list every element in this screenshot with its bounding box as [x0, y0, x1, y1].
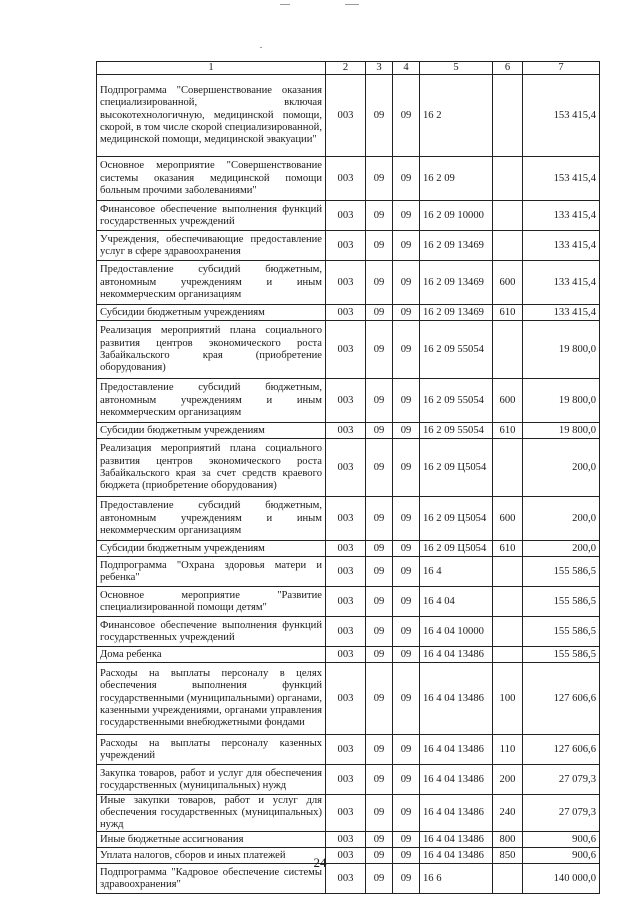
- cell-c4: 09: [393, 735, 420, 765]
- cell-c4: 09: [393, 423, 420, 439]
- cell-name: Финансовое обеспечение выполнения функций государственных учреждений: [97, 617, 326, 647]
- cell-c4: 09: [393, 201, 420, 231]
- cell-c3: 09: [366, 832, 393, 848]
- cell-c5: 16 2 09 13469: [420, 305, 493, 321]
- cell-c2: 003: [326, 305, 366, 321]
- cell-c4: 09: [393, 497, 420, 541]
- cell-c2: 003: [326, 557, 366, 587]
- cell-name: Подпрограмма "Кадровое обеспечение системы здравоохранения": [97, 864, 326, 894]
- cell-c7: 140 000,0: [523, 864, 600, 894]
- cell-c2: 003: [326, 261, 366, 305]
- cell-c4: 09: [393, 379, 420, 423]
- cell-name: Основное мероприятие "Совершенствование системы оказания медицинской помощи больным прочими заболеваниями": [97, 157, 326, 201]
- cell-c5: 16 6: [420, 864, 493, 894]
- cell-c2: 003: [326, 423, 366, 439]
- column-header: 3: [366, 62, 393, 75]
- cell-c4: 09: [393, 765, 420, 795]
- table-row: [97, 157, 600, 201]
- cell-c5: 16 2 09 13469: [420, 231, 493, 261]
- cell-c3: 09: [366, 735, 393, 765]
- table-row: [97, 75, 600, 157]
- cell-c5: 16 2 09 13469: [420, 261, 493, 305]
- table-row: [97, 795, 600, 832]
- table-row: [97, 557, 600, 587]
- cell-c2: 003: [326, 617, 366, 647]
- cell-name: Дома ребенка: [97, 647, 326, 663]
- table-header-row: [97, 62, 600, 75]
- cell-c7: 27 079,3: [523, 765, 600, 795]
- cell-c7: 19 800,0: [523, 423, 600, 439]
- cell-c3: 09: [366, 587, 393, 617]
- column-header: 6: [493, 62, 523, 75]
- cell-c5: 16 4 04 13486: [420, 848, 493, 864]
- cell-c7: 155 586,5: [523, 587, 600, 617]
- cell-c4: 09: [393, 157, 420, 201]
- cell-name: Предоставление субсидий бюджетным, автономным учреждениям и иным некоммерческим организациям: [97, 497, 326, 541]
- cell-c7: 153 415,4: [523, 157, 600, 201]
- cell-c7: 27 079,3: [523, 795, 600, 832]
- cell-c3: 09: [366, 305, 393, 321]
- cell-c5: 16 4 04 13486: [420, 832, 493, 848]
- cell-c2: 003: [326, 497, 366, 541]
- cell-c4: 09: [393, 261, 420, 305]
- column-header: 4: [393, 62, 420, 75]
- table-row: [97, 617, 600, 647]
- cell-c4: 09: [393, 541, 420, 557]
- cell-c3: 09: [366, 157, 393, 201]
- cell-c6: 800: [493, 832, 523, 848]
- cell-c7: 127 606,6: [523, 735, 600, 765]
- cell-c5: 16 2 09 55054: [420, 321, 493, 379]
- table-row: [97, 201, 600, 231]
- cell-c3: 09: [366, 647, 393, 663]
- table-row: [97, 587, 600, 617]
- cell-c3: 09: [366, 261, 393, 305]
- table-row: [97, 765, 600, 795]
- cell-c2: 003: [326, 587, 366, 617]
- cell-c6: 100: [493, 663, 523, 735]
- cell-c2: 003: [326, 75, 366, 157]
- cell-name: Расходы на выплаты персоналу в целях обеспечения выполнения функций государственными (муниципальными) органами, казенными учреждениями, органами управления государственными внебюджетными фондами: [97, 663, 326, 735]
- cell-c3: 09: [366, 439, 393, 497]
- cell-c2: 003: [326, 795, 366, 832]
- cell-c6: 110: [493, 735, 523, 765]
- table-row: [97, 663, 600, 735]
- cell-c4: 09: [393, 439, 420, 497]
- cell-c5: 16 2 09 Ц5054: [420, 541, 493, 557]
- table-row: [97, 261, 600, 305]
- cell-c2: 003: [326, 735, 366, 765]
- cell-c5: 16 2 09 Ц5054: [420, 439, 493, 497]
- cell-c6: [493, 439, 523, 497]
- cell-c5: 16 2 09 Ц5054: [420, 497, 493, 541]
- cell-c5: 16 4: [420, 557, 493, 587]
- cell-c5: 16 2 09 55054: [420, 423, 493, 439]
- table-row: [97, 305, 600, 321]
- cell-c4: 09: [393, 795, 420, 832]
- cell-c5: 16 4 04 13486: [420, 765, 493, 795]
- cell-c6: [493, 557, 523, 587]
- table-row: [97, 541, 600, 557]
- page-number: 24: [313, 855, 327, 870]
- cell-c6: 600: [493, 261, 523, 305]
- cell-c6: [493, 231, 523, 261]
- table-row: [97, 832, 600, 848]
- cell-c5: 16 2 09: [420, 157, 493, 201]
- cell-c5: 16 2 09 55054: [420, 379, 493, 423]
- cell-c3: 09: [366, 379, 393, 423]
- cell-c4: 09: [393, 321, 420, 379]
- table-row: [97, 439, 600, 497]
- cell-c4: 09: [393, 305, 420, 321]
- cell-c4: 09: [393, 617, 420, 647]
- cell-name: Учреждения, обеспечивающие предоставление услуг в сфере здравоохранения: [97, 231, 326, 261]
- cell-c6: [493, 321, 523, 379]
- cell-c3: 09: [366, 617, 393, 647]
- cell-name: Подпрограмма "Совершенствование оказания специализированной, включая высокотехнологичную, медицинской помощи, скорой, в том числе скорой специализированной, медицинской помощи, медицинской эвакуации": [97, 75, 326, 157]
- cell-name: Предоставление субсидий бюджетным, автономным учреждениям и иным некоммерческим организациям: [97, 379, 326, 423]
- cell-c5: 16 4 04: [420, 587, 493, 617]
- cell-c6: [493, 587, 523, 617]
- cell-c3: 09: [366, 75, 393, 157]
- cell-name: Расходы на выплаты персоналу казенных учреждений: [97, 735, 326, 765]
- budget-table: [96, 61, 600, 894]
- cell-c3: 09: [366, 423, 393, 439]
- cell-c2: 003: [326, 231, 366, 261]
- cell-c4: 09: [393, 864, 420, 894]
- cell-c6: [493, 75, 523, 157]
- cell-c7: 155 586,5: [523, 557, 600, 587]
- column-header: 2: [326, 62, 366, 75]
- cell-c5: 16 4 04 13486: [420, 735, 493, 765]
- cell-c6: 610: [493, 541, 523, 557]
- cell-c2: 003: [326, 541, 366, 557]
- cell-c6: 610: [493, 423, 523, 439]
- scan-mark: [260, 47, 262, 48]
- cell-c6: [493, 617, 523, 647]
- cell-c2: 003: [326, 765, 366, 795]
- cell-name: Финансовое обеспечение выполнения функций государственных учреждений: [97, 201, 326, 231]
- cell-c3: 09: [366, 848, 393, 864]
- cell-c7: 200,0: [523, 541, 600, 557]
- cell-c2: 003: [326, 439, 366, 497]
- cell-c2: 003: [326, 864, 366, 894]
- cell-name: Предоставление субсидий бюджетным, автономным учреждениям и иным некоммерческим организациям: [97, 261, 326, 305]
- cell-c6: 240: [493, 795, 523, 832]
- cell-c2: 003: [326, 321, 366, 379]
- cell-c5: 16 4 04 13486: [420, 795, 493, 832]
- table-row: [97, 231, 600, 261]
- table-row: [97, 423, 600, 439]
- column-header: 5: [420, 62, 493, 75]
- table-row: [97, 497, 600, 541]
- cell-c4: 09: [393, 231, 420, 261]
- cell-c5: 16 2: [420, 75, 493, 157]
- cell-name: Субсидии бюджетным учреждениям: [97, 541, 326, 557]
- cell-c7: 200,0: [523, 439, 600, 497]
- cell-c2: 003: [326, 832, 366, 848]
- cell-c3: 09: [366, 557, 393, 587]
- cell-name: Закупка товаров, работ и услуг для обеспечения государственных (муниципальных) нужд: [97, 765, 326, 795]
- cell-c6: 200: [493, 765, 523, 795]
- cell-c7: 19 800,0: [523, 379, 600, 423]
- cell-c4: 09: [393, 848, 420, 864]
- cell-c4: 09: [393, 557, 420, 587]
- cell-c4: 09: [393, 75, 420, 157]
- cell-c7: 133 415,4: [523, 305, 600, 321]
- table-row: [97, 735, 600, 765]
- cell-c3: 09: [366, 201, 393, 231]
- cell-c7: 155 586,5: [523, 647, 600, 663]
- cell-c3: 09: [366, 231, 393, 261]
- cell-c6: [493, 201, 523, 231]
- table-row: [97, 379, 600, 423]
- cell-c7: 133 415,4: [523, 231, 600, 261]
- cell-name: Иные закупки товаров, работ и услуг для обеспечения государственных (муниципальных) нужд: [97, 795, 326, 832]
- cell-c4: 09: [393, 832, 420, 848]
- cell-c6: 850: [493, 848, 523, 864]
- cell-name: Иные бюджетные ассигнования: [97, 832, 326, 848]
- cell-c5: 16 4 04 13486: [420, 647, 493, 663]
- cell-c5: 16 4 04 13486: [420, 663, 493, 735]
- cell-c7: 900,6: [523, 848, 600, 864]
- cell-c7: 155 586,5: [523, 617, 600, 647]
- column-header: 1: [97, 62, 326, 75]
- cell-c7: 19 800,0: [523, 321, 600, 379]
- cell-c2: 003: [326, 848, 366, 864]
- cell-c7: 127 606,6: [523, 663, 600, 735]
- table-row: [97, 321, 600, 379]
- cell-c6: 600: [493, 497, 523, 541]
- cell-c4: 09: [393, 587, 420, 617]
- scan-mark: [280, 4, 290, 5]
- cell-c5: 16 4 04 10000: [420, 617, 493, 647]
- cell-c3: 09: [366, 663, 393, 735]
- cell-name: Реализация мероприятий плана социального развития центров экономического роста Забайкальского края (приобретение оборудования): [97, 321, 326, 379]
- cell-c2: 003: [326, 157, 366, 201]
- cell-name: Подпрограмма "Охрана здоровья матери и ребенка": [97, 557, 326, 587]
- cell-c7: 900,6: [523, 832, 600, 848]
- cell-c7: 200,0: [523, 497, 600, 541]
- cell-c3: 09: [366, 321, 393, 379]
- cell-c6: 600: [493, 379, 523, 423]
- cell-c3: 09: [366, 497, 393, 541]
- cell-name: Уплата налогов, сборов и иных платежей: [97, 848, 326, 864]
- cell-c3: 09: [366, 864, 393, 894]
- cell-c5: 16 2 09 10000: [420, 201, 493, 231]
- column-header: 7: [523, 62, 600, 75]
- cell-name: Реализация мероприятий плана социального развития центров экономического роста Забайкальского края за счет средств краевого бюджета (приобретение оборудования): [97, 439, 326, 497]
- cell-c3: 09: [366, 795, 393, 832]
- cell-c2: 003: [326, 379, 366, 423]
- cell-name: Основное мероприятие "Развитие специализированной помощи детям": [97, 587, 326, 617]
- cell-name: Субсидии бюджетным учреждениям: [97, 305, 326, 321]
- table-row: [97, 647, 600, 663]
- cell-c7: 133 415,4: [523, 261, 600, 305]
- cell-name: Субсидии бюджетным учреждениям: [97, 423, 326, 439]
- cell-c2: 003: [326, 663, 366, 735]
- scan-mark: [345, 4, 359, 5]
- cell-c4: 09: [393, 663, 420, 735]
- cell-c6: [493, 157, 523, 201]
- cell-c6: [493, 647, 523, 663]
- cell-c2: 003: [326, 201, 366, 231]
- cell-c3: 09: [366, 765, 393, 795]
- cell-c2: 003: [326, 647, 366, 663]
- cell-c3: 09: [366, 541, 393, 557]
- cell-c6: 610: [493, 305, 523, 321]
- cell-c7: 153 415,4: [523, 75, 600, 157]
- cell-c7: 133 415,4: [523, 201, 600, 231]
- cell-c4: 09: [393, 647, 420, 663]
